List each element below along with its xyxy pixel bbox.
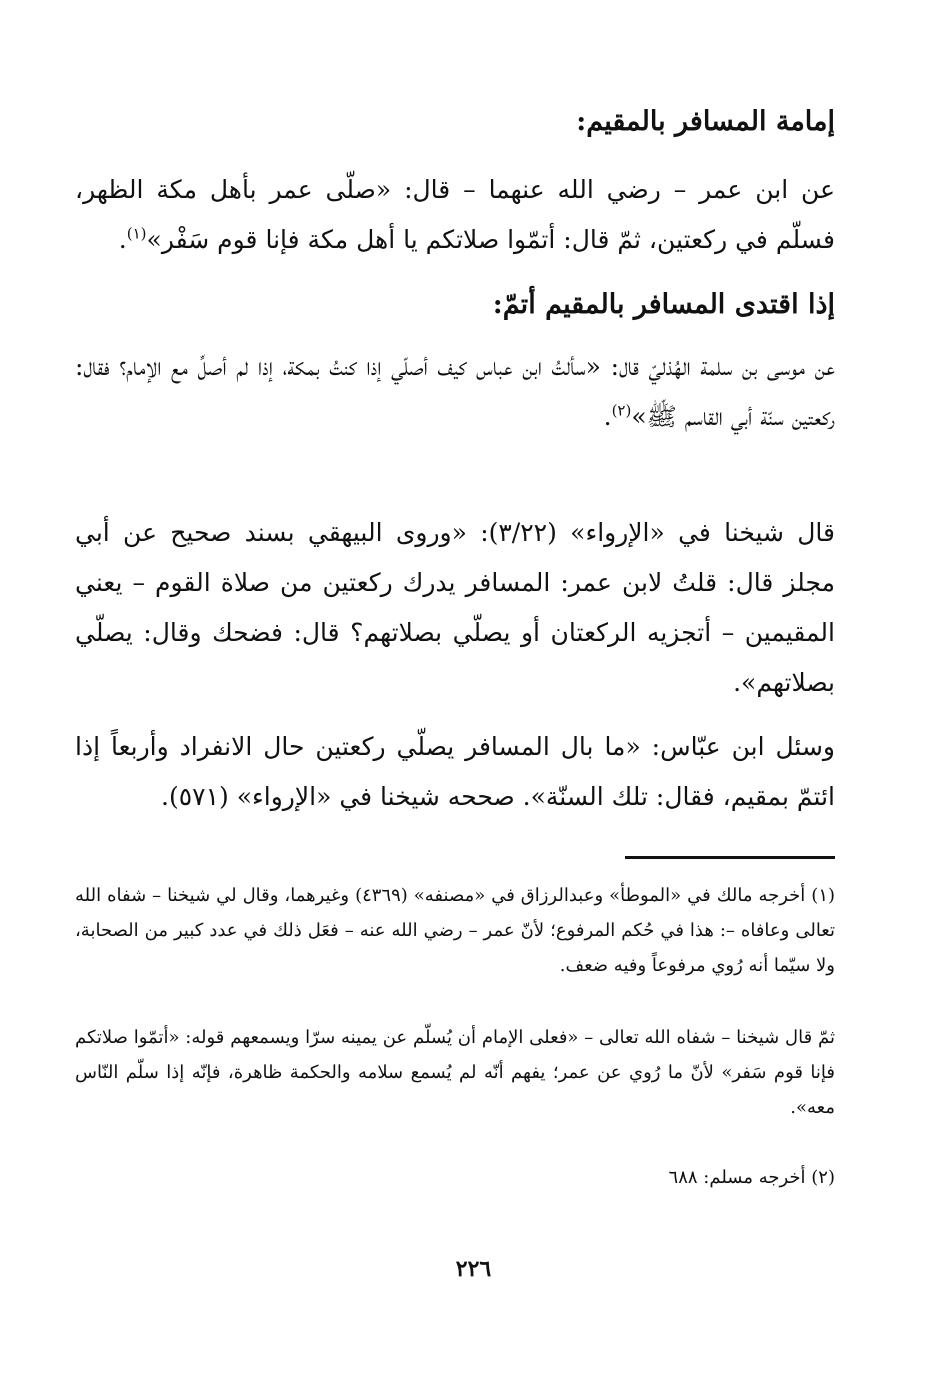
section-heading-traveler-imam: إمامة المسافر بالمقيم: xyxy=(576,106,835,137)
footnote-ref-2[interactable]: (٢) xyxy=(611,401,632,420)
paragraph-ibn-umar xyxy=(75,165,835,265)
footnote-ref-1[interactable]: (١) xyxy=(126,224,147,243)
paragraph-ibn-umar-text: عن ابن عمر – رضي الله عنهما – قال: «صلّى عمر بأهل مكة الظهر، فسلّم في ركعتين، ثمّ قال: أتمّوا صلاتكم يا أهل مكة فإنا قوم سَفْر» xyxy=(75,175,835,254)
paragraph-musa-ibn-salama-end: . xyxy=(603,402,612,431)
footnote-1-continuation: ثمّ قال شيخنا – شفاه الله تعالى – «فعلى الإمام أن يُسلّم عن يمينه سرّا ويسمعهم قوله: «أتمّوا صلاتكم فإنا قوم سَفر» لأنّ ما رُوي عن عمر؛ يفهم أنّه لم يُسمع سلامه والحكمة ظاهرة، فإنّه إذا سلّم النّاس معه». xyxy=(75,1027,835,1118)
footnote-separator xyxy=(625,856,835,859)
paragraph-irwa-quote: قال شيخنا في «الإرواء» (٣/٢٢): «وروى البيهقي بسند صحيح عن أبي مجلز قال: قلتُ لابن عمر: المسافر يدرك ركعتين من صلاة القوم – يعني المقيمين – أتجزيه الركعتان أو يصلّي بصلاتهم؟ قال: فضحك وقال: يصلّي بصلاتهم». xyxy=(75,518,835,697)
footnote-1: (١) أخرجه مالك في «الموطأ» وعبدالرزاق في «مصنفه» (٤٣٦٩) وغيرهما، وقال لي شيخنا – شفاه الله تعالى وعافاه –: هذا في حُكم المرفوع؛ لأنّ عمر – رضي الله عنه – فعَل ذلك في عدد كبير من الصحابة، ولا سيّما أنه رُوي مرفوعاً وفيه ضعف. xyxy=(75,885,836,976)
paragraph-ibn-abbas-question: وسئل ابن عبّاس: «ما بال المسافر يصلّي ركعتين حال الانفراد وأربعاً إذا ائتمّ بمقيم، فقال: تلك السنّة». صححه شيخنا في «الإرواء» (٥٧١). xyxy=(75,732,835,811)
paragraph-musa-ibn-salama xyxy=(75,342,835,442)
section-heading-following-resident: إذا اقتدى المسافر بالمقيم أتمّ: xyxy=(492,289,835,320)
paragraph-ibn-umar-end: . xyxy=(118,225,127,254)
paragraph-musa-ibn-salama-text: عن موسى بن سلمة الهُذليّ قال: «سألتُ ابن عباس كيف أصلّي إذا كنتُ بمكة، إذا لم أصلِّ مع الإمام؟ فقال: ركعتين سنّة أبي القاسم ﷺ» xyxy=(75,352,835,431)
footnote-2: (٢) أخرجه مسلم: ٦٨٨ xyxy=(668,1167,835,1188)
page-number: ٢٢٦ xyxy=(455,1256,492,1282)
